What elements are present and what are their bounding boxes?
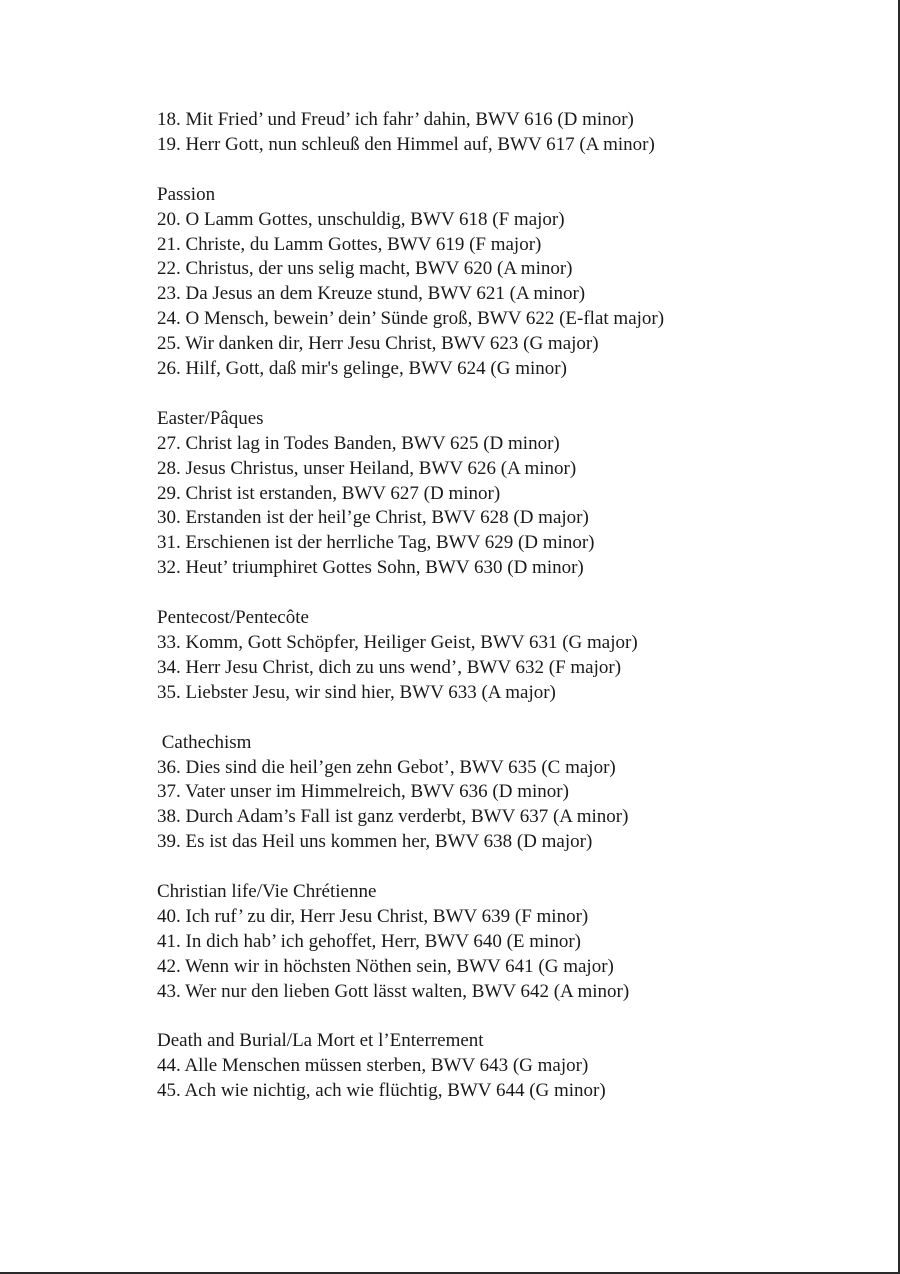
list-item: 31. Erschienen ist der herrliche Tag, BWV 629 (D minor) [157,532,595,554]
list-item: 38. Durch Adam’s Fall ist ganz verderbt, BWV 637 (A minor) [157,806,629,828]
section-pentecost [157,606,857,706]
list-item: 39. Es ist das Heil uns kommen her, BWV 638 (D major) [157,831,593,853]
section-heading: Pentecost/Pentecôte [157,607,309,629]
list-item: 33. Komm, Gott Schöpfer, Heiliger Geist, BWV 631 (G major) [157,631,638,653]
list-item: 23. Da Jesus an dem Kreuze stund, BWV 621 (A minor) [157,283,586,305]
list-item: 20. O Lamm Gottes, unschuldig, BWV 618 (F major) [157,208,565,230]
chorale-list [157,108,857,1104]
list-item: 32. Heut’ triumphiret Gottes Sohn, BWV 630 (D minor) [157,557,584,579]
section-easter [157,407,857,581]
list-item: 21. Christe, du Lamm Gottes, BWV 619 (F major) [157,233,542,255]
list-item: 28. Jesus Christus, unser Heiland, BWV 626 (A minor) [157,457,577,479]
list-item: 35. Liebster Jesu, wir sind hier, BWV 633 (A major) [157,681,556,703]
section-catechism [157,731,857,856]
list-item: 40. Ich ruf’ zu dir, Herr Jesu Christ, BWV 639 (F minor) [157,905,589,927]
section-death-and-burial [157,1029,857,1104]
section-continued [157,108,857,158]
list-item: 37. Vater unser im Himmelreich, BWV 636 (D minor) [157,781,569,803]
section-heading: Cathechism [157,731,252,753]
list-item: 26. Hilf, Gott, daß mir's gelinge, BWV 624 (G minor) [157,358,567,380]
list-item: 41. In dich hab’ ich gehoffet, Herr, BWV 640 (E minor) [157,930,581,952]
list-item: 44. Alle Menschen müssen sterben, BWV 643 (G major) [157,1055,589,1077]
section-heading: Christian life/Vie Chrétienne [157,881,377,903]
list-item: 36. Dies sind die heil’gen zehn Gebot’, BWV 635 (C major) [157,756,616,778]
list-item: 45. Ach wie nichtig, ach wie flüchtig, BWV 644 (G minor) [157,1080,606,1102]
list-item: 18. Mit Fried’ und Freud’ ich fahr’ dahin, BWV 616 (D minor) [157,109,634,130]
list-item: 34. Herr Jesu Christ, dich zu uns wend’, BWV 632 (F major) [157,656,622,678]
list-item: 43. Wer nur den lieben Gott lässt walten, BWV 642 (A minor) [157,980,630,1002]
list-item: 22. Christus, der uns selig macht, BWV 620 (A minor) [157,258,573,280]
list-item: 29. Christ ist erstanden, BWV 627 (D minor) [157,482,501,504]
list-item: 25. Wir danken dir, Herr Jesu Christ, BWV 623 (G major) [157,333,599,355]
list-item: 24. O Mensch, bewein’ dein’ Sünde groß, BWV 622 (E-flat major) [157,308,665,330]
section-heading: Death and Burial/La Mort et l’Enterrement [157,1030,484,1052]
section-heading: Easter/Pâques [157,407,264,429]
list-item: 27. Christ lag in Todes Banden, BWV 625 (D minor) [157,432,560,454]
section-passion [157,183,857,382]
list-item: 19. Herr Gott, nun schleuß den Himmel auf, BWV 617 (A minor) [157,133,655,155]
list-item: 42. Wenn wir in höchsten Nöthen sein, BWV 641 (G major) [157,955,614,977]
list-item: 30. Erstanden ist der heil’ge Christ, BWV 628 (D major) [157,507,589,529]
section-heading: Passion [157,183,216,205]
section-christian-life [157,880,857,1005]
